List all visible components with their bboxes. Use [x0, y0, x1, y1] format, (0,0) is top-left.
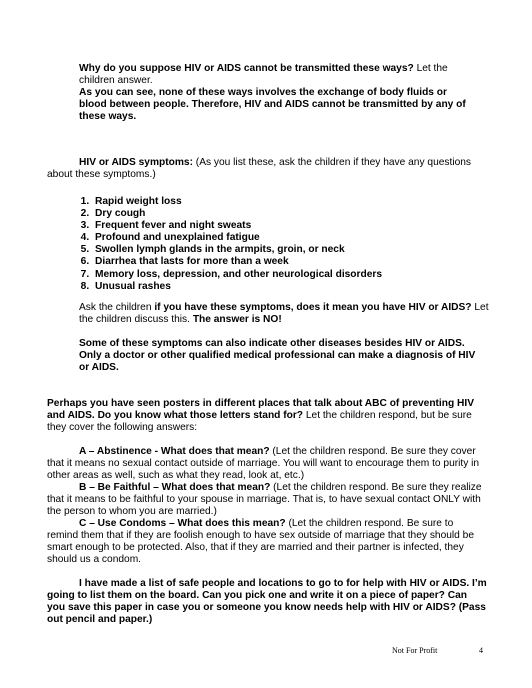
list-item: 7. Memory loss, depression, and other neurological disorders — [92, 269, 482, 281]
transmission-instruction: Let the children answer. — [79, 63, 448, 86]
symptoms-list — [79, 196, 482, 293]
symptoms-intro-paragraph — [47, 157, 487, 181]
condoms-text: (Let the children respond. Be sure to remind them that if they are foolish enough to have sex outside of marriage that they should be smart enough to be protected. Also, that if they are married and their partner is infected, they should us a condom. — [47, 518, 474, 565]
symptoms-question-paragraph — [79, 302, 489, 326]
abstinence-text: (Let the children respond. Be sure they cover that it means no sexual contact outside of marriage. You will want to encourage them to purity in other areas as well, such as what they read, look at, etc.) — [47, 446, 480, 481]
footer-text: Not For Profit — [392, 646, 438, 655]
be-faithful-heading: B – Be Faithful – What does that mean? — [79, 482, 271, 493]
symptoms-heading: HIV or AIDS symptoms: — [79, 157, 193, 168]
abc-instruction: Let the children respond, but be sure they cover the following answers: — [47, 410, 472, 433]
list-item: 2. Dry cough — [92, 208, 482, 220]
ask-answer: The answer is NO! — [192, 314, 282, 325]
be-faithful-paragraph — [47, 482, 487, 518]
condoms-paragraph — [47, 518, 487, 566]
list-item: 8. Unusual rashes — [92, 281, 482, 293]
page-number: 4 — [479, 646, 483, 655]
closing-paragraph: I have made a list of safe people and locations to go to for help with HIV or AIDS. I’m going to list them on the board. Can you pick one and write it on a piece of paper? Can you save this paper in case you or someone you know needs help with HIV or AIDS? (Pass out pencil and paper.) — [47, 578, 487, 625]
transmission-question-paragraph — [79, 63, 474, 123]
transmission-question: Why do you suppose HIV or AIDS cannot be transmitted these ways? — [79, 63, 414, 74]
transmission-explanation: As you can see, none of these ways involves the exchange of body fluids or blood between people. Therefore, HIV and AIDS cannot be transmitted by any of these ways. — [79, 87, 466, 122]
ask-question: if you have these symptoms, does it mean you have HIV or AIDS? — [154, 302, 472, 313]
symptoms-intro: (As you list these, ask the children if they have any questions about these symptoms.) — [47, 157, 472, 180]
list-item: 4. Profound and unexplained fatigue — [92, 232, 482, 244]
condoms-heading: C – Use Condoms – What does this mean? — [79, 518, 286, 529]
abstinence-paragraph — [47, 446, 487, 482]
abc-question: Perhaps you have seen posters in different places that talk about ABC of preventing HIV and AIDS. Do you know what those letters stand for? — [47, 398, 475, 421]
list-item: 1. Rapid weight loss — [92, 196, 482, 208]
abstinence-heading: A – Abstinence - What does that mean? — [79, 446, 270, 457]
list-item: 6. Diarrhea that lasts for more than a week — [92, 256, 482, 268]
list-item: 3. Frequent fever and night sweats — [92, 220, 482, 232]
symptoms-note: Some of these symptoms can also indicate other diseases besides HIV or AIDS. Only a doctor or other qualified medical professional can make a diagnosis of HIV or AIDS. — [79, 338, 476, 373]
ask-instruction: Let the children discuss this. — [79, 302, 489, 325]
be-faithful-text: (Let the children respond. Be sure they realize that it means to be faithful to your spouse in marriage. That is, to have sexual contact ONLY with the person to whom you are married.) — [47, 482, 482, 517]
ask-lead: Ask the children — [79, 302, 155, 313]
abc-intro-paragraph — [47, 398, 487, 434]
list-item: 5. Swollen lymph glands in the armpits, groin, or neck — [92, 244, 482, 256]
